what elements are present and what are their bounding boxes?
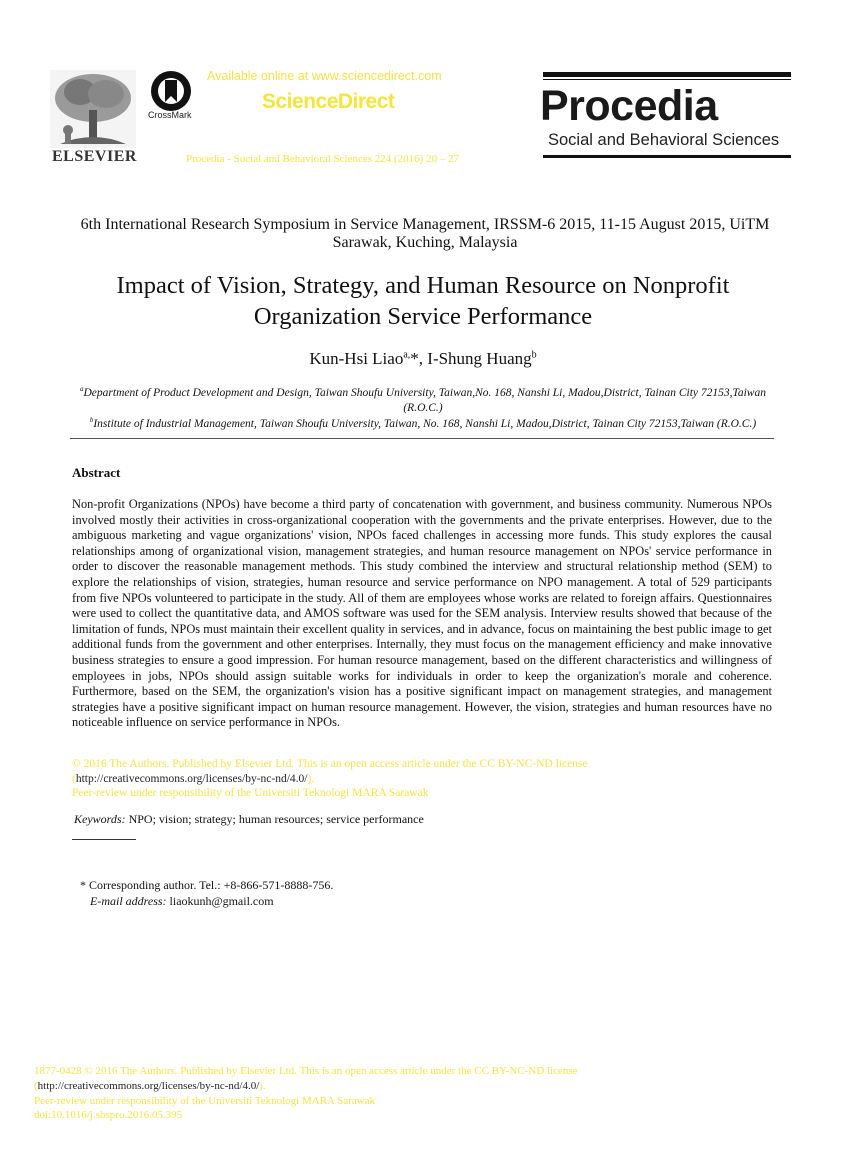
journal-banner-rule-bottom bbox=[543, 155, 791, 158]
publisher-name: ELSEVIER bbox=[52, 148, 137, 165]
footnote-rule bbox=[72, 839, 136, 840]
license-block bbox=[72, 757, 588, 801]
journal-banner-rule-thin bbox=[543, 79, 791, 80]
journal-name: Procedia bbox=[540, 82, 718, 130]
conference-name: 6th International Research Symposium in Service Management, IRSSM-6 2015, 11-15 August 2015, UiTM Sarawak, Kuching, Malaysia bbox=[80, 216, 770, 251]
author-1: Kun-Hsi Liao bbox=[309, 349, 404, 368]
sciencedirect-logo-text: ScienceDirect bbox=[262, 90, 395, 113]
abstract-body: Non-profit Organizations (NPOs) have become a third party of concatenation with government, and business community. Numerous NPOs involved mostly their activities in cross-organizational cooperation with the governments and the private enterprises. However, due to the ambiguous marketing and vague organizations' vision, NPOs faced challenges in accessing more funds. This study explores the causal relationships among of organizational vision, management strategies, and human resource management on NPOs' service performance in order to discover the reasonable management methods. This study combined the interview and structural relationship method (SEM) to explore the relationships of vision, strategies, human resource and service performance on NPO management. A total of 529 participants from five NPOs volunteered to participate in the study. All of them are employees whose works are related to foreign affairs. Questionnaires were used to collect the quantitative data, and AMOS software was used for the SEM analysis. Interview results showed that because of the limitation of funds, NPOs must maintain their excellent quality in services, and in advance, focus on maintaining the best public image to get additional funds from the government and other enterprises. Internally, they must focus on the management efficiency and make innovative business strategies to ensure a good impression. For human resource management, based on the different characteristics and willingness of employees in jobs, NPOs should assign suitable works for individuals in order to keep the organization's morale and coherence. Furthermore, based on the SEM, the organization's vision has a positive significant impact on management strategies, and management strategies have a positive significant impact on human resource management. However, the vision, strategies and human resources have no noticeable influence on service performance in NPOs. bbox=[72, 497, 772, 730]
paper-title-line-1: Impact of Vision, Strategy, and Human Resource on Nonprofit bbox=[116, 272, 730, 299]
crossmark-label: CrossMark bbox=[148, 110, 192, 120]
header-divider bbox=[70, 438, 774, 439]
author-1-affil-sup: a, bbox=[403, 349, 411, 361]
affiliation-b-sup: b bbox=[89, 416, 94, 424]
elsevier-tree-logo bbox=[50, 70, 136, 148]
footer-open-paren: ( bbox=[34, 1079, 38, 1092]
keywords bbox=[74, 812, 424, 827]
license-open-paren: ( bbox=[72, 772, 76, 785]
paper-title-line-2: Organization Service Performance bbox=[253, 303, 593, 330]
corresponding-mark: *, bbox=[410, 349, 428, 368]
peer-review-line: Peer-review under responsibility of the Universiti Teknologi MARA Sarawak bbox=[72, 787, 429, 799]
keywords-label: Keywords: bbox=[74, 812, 126, 826]
footer-close-paren: ). bbox=[259, 1079, 266, 1092]
page-footer bbox=[34, 1064, 578, 1123]
affiliation-b bbox=[70, 413, 776, 432]
abstract-heading: Abstract bbox=[72, 465, 121, 480]
email-address[interactable]: liaokunh@gmail.com bbox=[166, 893, 274, 908]
journal-subtitle: Social and Behavioral Sciences bbox=[548, 131, 780, 149]
license-line: © 2016 The Authors. Published by Elsevier Ltd. This is an open access article under the CC BY-NC-ND license bbox=[72, 758, 588, 770]
license-close-paren: ). bbox=[307, 772, 315, 785]
affiliation-a bbox=[70, 382, 776, 416]
footer-issn: 1877-0428 © 2016 The Authors. Published by Elsevier Ltd. This is an open access article under the CC BY-NC-ND license bbox=[34, 1065, 578, 1077]
crossmark-icon[interactable] bbox=[150, 70, 192, 112]
footer-license-url-link[interactable]: http://creativecommons.org/licenses/by-nc-nd/4.0/ bbox=[37, 1079, 260, 1092]
corresponding-author-tel: * Corresponding author. Tel.: +8-866-571-8888-756. bbox=[80, 878, 334, 892]
footer-peer-review: Peer-review under responsibility of the Universiti Teknologi MARA Sarawak bbox=[34, 1094, 375, 1107]
journal-reference: Procedia - Social and Behavioral Sciences 224 (2016) 20 – 27 bbox=[186, 153, 460, 165]
affiliation-a-text: Department of Product Development and Design, Taiwan Shoufu University, Taiwan,No. 168, Nanshi Li, Madou,District, Tainan City 72153,Taiwan (R.O.C.) bbox=[83, 386, 766, 414]
license-url-link[interactable]: http://creativecommons.org/licenses/by-nc-nd/4.0/ bbox=[75, 772, 308, 785]
paper-title bbox=[60, 270, 786, 332]
available-online-text[interactable]: Available online at www.sciencedirect.com bbox=[207, 69, 442, 83]
affiliation-b-text: Institute of Industrial Management, Taiwan Shoufu University, Taiwan, No. 168, Nanshi Li, Madou,District, Tainan City 72153,Taiwan (R.O.C.) bbox=[93, 417, 757, 430]
corresponding-author-note bbox=[80, 878, 333, 909]
footer-doi[interactable]: doi:10.1016/j.sbspro.2016.05.395 bbox=[34, 1109, 183, 1122]
author-list bbox=[60, 349, 786, 369]
author-2-affil-sup: b bbox=[531, 349, 537, 361]
email-label: E-mail address: bbox=[90, 893, 167, 908]
journal-banner-rule-top bbox=[543, 72, 791, 77]
affiliation-a-sup: a bbox=[80, 385, 84, 393]
author-2: I-Shung Huang bbox=[427, 349, 532, 368]
keywords-value: NPO; vision; strategy; human resources; service performance bbox=[125, 812, 424, 826]
